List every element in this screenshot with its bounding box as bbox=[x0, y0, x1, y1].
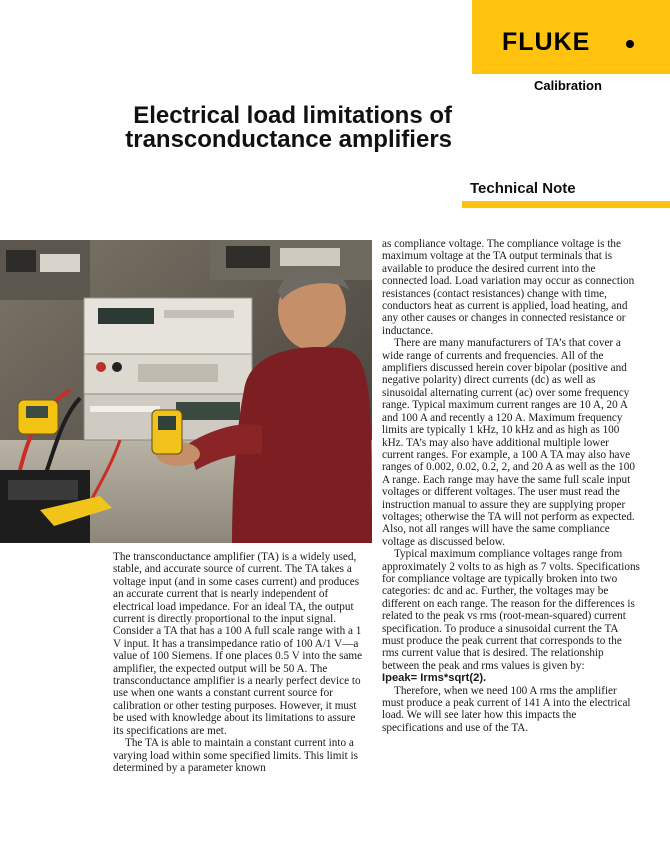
document-title: Electrical load limitations of transconductance amplifiers bbox=[125, 102, 452, 153]
left-text-column bbox=[113, 551, 367, 774]
peak-current-paragraph: Therefore, when we need 100 A rms the amplifier must produce a peak current of 141 A into the electrical load. We will see later how this impacts the specifications and use of the TA. bbox=[382, 684, 631, 734]
compliance-intro-paragraph: The TA is able to maintain a constant current into a varying load within some specified limits. This limit is determined by a parameter known bbox=[113, 737, 358, 774]
intro-paragraph: The transconductance amplifier (TA) is a widely used, stable, and accurate source of current. The TA takes a voltage input (and in some cases current) and produces an accurate current that is nearly independent of electrical load impedance. For an ideal TA, the output current is directly proportional to the input signal. Consider a TA that has a 100 A full scale range with a 1 V input. It has a transimpedance ratio of 100 A/1 V—a value of 100 Siemens. If one places 0.5 V into the same amplifier, the expected output will be 50 A. The transconductance amplifier is a nearly perfect device to use when one wants a constant current source for calibration or other testing purposes. However, it must be used with knowledge about its limitations to assure its specifications are met. bbox=[113, 551, 363, 737]
logo-wordmark: FLUKE bbox=[502, 28, 591, 56]
logo-box bbox=[472, 0, 670, 74]
registered-mark-icon bbox=[626, 40, 634, 48]
compliance-voltage-paragraph: as compliance voltage. The compliance voltage is the maximum voltage at the TA output terminals that is available to produce the desired current into the connected load. Load variation may occur as connection resistances (contact resistances) change with time, conductors heat as current is applied, load heating, and any other causes or changes in connected resistance or inductance. bbox=[382, 238, 635, 337]
fluke-calibration-logo bbox=[472, 0, 670, 94]
logo-subtitle: Calibration bbox=[534, 78, 602, 93]
accent-rule bbox=[462, 201, 670, 208]
right-text-column bbox=[382, 238, 640, 734]
manufacturers-paragraph: There are many manufacturers of TA’s that cover a wide range of currents and frequencies. All of the amplifiers discussed herein cover bipolar (positive and negative polarity) direct currents (dc) as well as sinusoidal alternating current (ac) over some frequency range. Typical maximum current ranges are 10 A, 20 A and 100 A and recently a 120 A. Maximum frequency limits are typically 1 kHz, 10 kHz and as high as 100 kHz. TA’s may also have additional multiple lower current ranges. For example, a 100 A TA may also have ranges of 0.002, 0.02, 0.2, 2, and 20 A as well as the 100 A range. Each range may have the same full scale input voltages or different voltages. The user must read the instruction manual to assure they are supplying proper voltages; otherwise the TA will not perform as expected. Also, not all ranges will have the same compliance voltage as discussed below. bbox=[382, 337, 635, 548]
technical-note-label: Technical Note bbox=[470, 180, 576, 197]
peak-rms-formula: Ipeak= Irms*sqrt(2). bbox=[382, 672, 487, 685]
lab-photo-icon bbox=[0, 240, 372, 543]
compliance-ranges-paragraph: Typical maximum compliance voltages range from approximately 2 volts to as high as 7 volts. Specifications for compliance voltage are typically broken into two categories: dc and ac. Further, the voltages may be different on each range. The reason for the differences is related to the peak vs rms (root-mean-squared) current specification. To produce a sinusoidal current the TA must produce the peak current that corresponds to the rms current value that is desired. The relationship between the peak and rms values is given by: bbox=[382, 548, 640, 672]
